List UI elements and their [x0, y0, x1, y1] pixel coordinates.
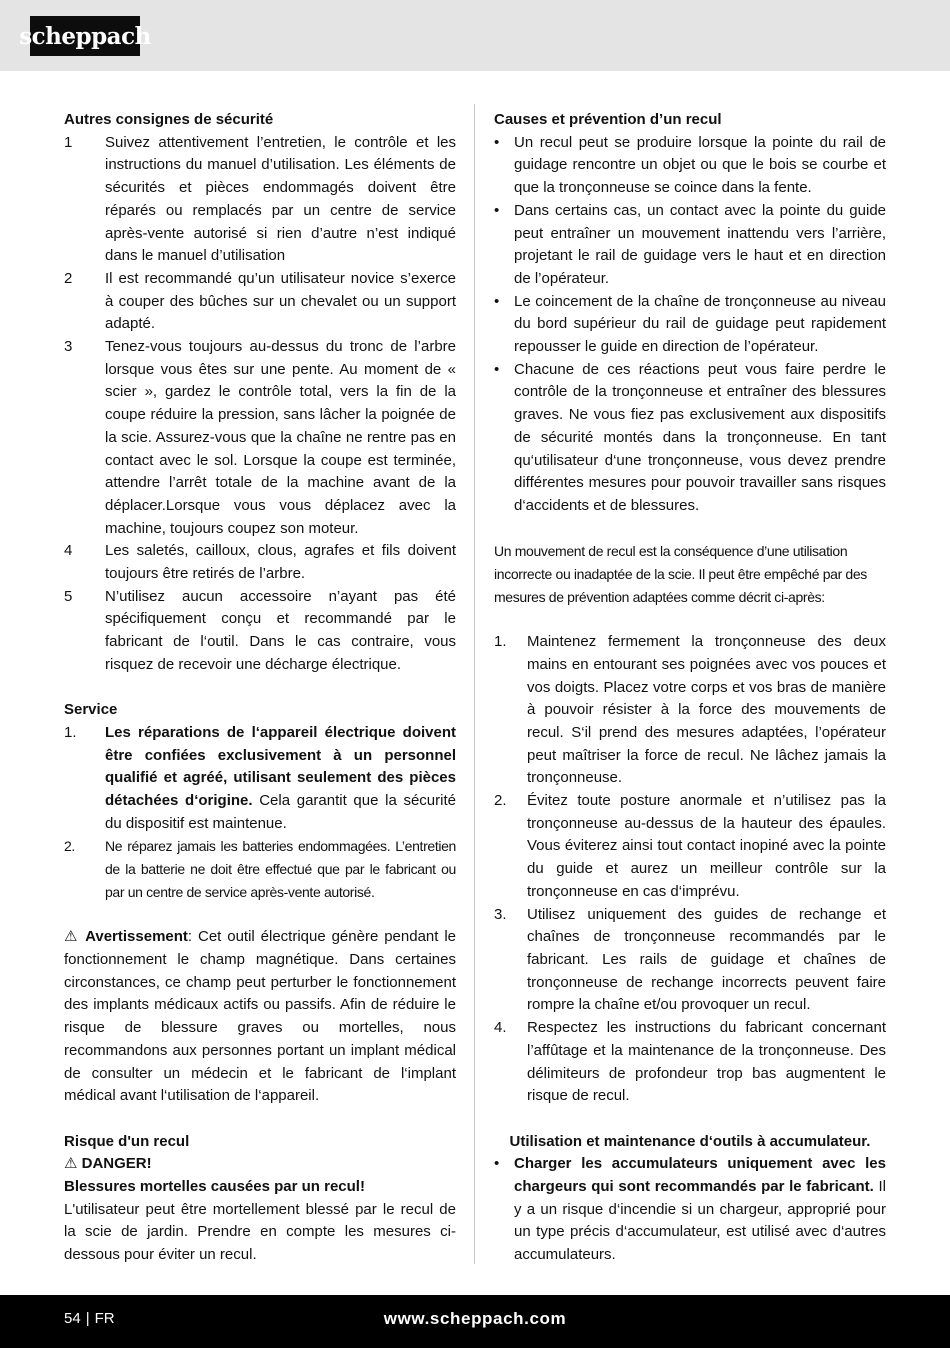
left-column — [64, 109, 456, 1267]
website-link[interactable]: www.scheppach.com — [383, 1309, 567, 1328]
section-title-service: Service — [64, 701, 118, 719]
bullet-icon: • — [494, 292, 500, 310]
section-title-causes: Causes et prévention d’un recul — [494, 111, 722, 128]
column-divider — [474, 104, 475, 1264]
section-title-battery: Utilisation et maintenance d‘outils à accumulateur. — [509, 1132, 871, 1150]
page-number: 54 | FR — [64, 1310, 115, 1327]
bullet-icon: • — [494, 133, 500, 151]
header-bar — [0, 0, 950, 71]
list-item: 5 N’utilisez aucun accessoire n’ayant pas été spécifiquement conçu et recommandé par le fabricant de l‘outil. Dans le cas contraire, vous risquez de recevoir une décharge électrique. — [64, 587, 456, 673]
danger-subtitle: Blessures mortelles causées par un recul! — [64, 1178, 365, 1195]
bullet-item: • Un recul peut se produire lorsque la pointe du rail de guidage rencontre un objet ou que le bois se courbe et que la tronçonneuse se coince dans la fente. — [494, 132, 886, 200]
numbered-item: 2. Évitez toute posture anormale et n’utilisez pas la tronçonneuse au-dessus de la hauteur des épaules. Vous éviterez ainsi tout contact inopiné avec la pointe du guide et aurez un meilleur contrôle sur la tronçonneuse en cas d‘imprévu. — [494, 792, 886, 900]
warning-icon: ⚠ — [64, 928, 80, 946]
danger-icon: ⚠ — [64, 1155, 78, 1173]
numbered-item: 3. Utilisez uniquement des guides de rechange et chaînes de tronçonneuse recommandés par le fabricant. Les rails de guidage et chaînes de tronçonneuse de rechange incorrects peuvent faire rompre la chaîne et/ou provoquer un recul. — [494, 905, 886, 1014]
bullet-item: • Le coincement de la chaîne de tronçonneuse au niveau du bord supérieur du rail de guidage peut rapidement repousser le guide en direction de l’opérateur. — [494, 291, 886, 359]
list-item: 4 Les saletés, cailloux, clous, agrafes et fils doivent toujours être retirés de l’arbre. — [64, 542, 456, 583]
list-item: 1 Suivez attentivement l’entretien, le contrôle et les instructions du manuel d’utilisation. Les éléments de sécurités et pièces endommagés doivent être réparés ou remplacés par un centre de service après-vente autorisé si rien d’autre n’est indiqué dans le manuel d’utilisation — [64, 133, 456, 265]
numbered-item: 4. Respectez les instructions du fabricant concernant l’affûtage et la maintenance de la tronçonneuse. Des délimiteurs de profondeur trop bas augmentent le risque de recul. — [494, 1019, 886, 1105]
danger-label: ⚠ DANGER! — [64, 1155, 152, 1173]
list-item: 2. Ne réparez jamais les batteries endommagées. L’entretien de la batterie ne doit être effectué que par le fabricant ou par un centre de service après-vente autorisé. — [64, 838, 456, 900]
kickback-paragraph: L'utilisateur peut être mortellement blessé par le recul de la scie de jardin. Prendre en compte les mesures ci-dessous pour éviter un recul. — [64, 1200, 456, 1264]
bullet-item: • Charger les accumulateurs uniquement avec les chargeurs qui sont recommandés par le fabricant. Il y a un risque d‘incendie si un chargeur, approprié pour un type précis d‘accumulateur, est utilisé avec d‘autres accumulateurs. — [494, 1153, 886, 1267]
section-title-kickback: Risque d'un recul — [64, 1132, 190, 1150]
list-item: 1. Les réparations de l‘appareil électrique doivent être confiées exclusivement à un personnel qualifié et agréé, utilisant seulement des pièces détachées d‘origine. Cela garantit que la sécurité du dispositif est maintenue. — [64, 723, 456, 832]
list-item: 3 Tenez-vous toujours au-dessus du tronc de l’arbre lorsque vous êtes sur une pente. Au moment de « scier », gardez le contrôle total, vers la fin de la coupe réduire la pression, sans lâcher la poignée de la scie. Assurez-vous que la chaîne ne rentre pas en contact avec le sol. Lorsque la coupe est terminée, attendre l’arrêt totale de la machine avant de la déplacer.Lorsque vous vous déplacez avec la machine, toujours coupez son moteur. — [64, 338, 456, 537]
list-item: 2 Il est recommandé qu’un utilisateur novice s’exerce à couper des bûches sur un chevalet ou un support adapté. — [64, 269, 456, 333]
numbered-item: 1. Maintenez fermement la tronçonneuse des deux mains en entourant ses poignées avec vos pouces et vos doigts. Placez votre corps et vos bras de manière à pouvoir résister à la force des mouvements de recul. S‘il prend des mesures adaptées, l’opérateur peut maîtriser la force de recul. Ne lâchez jamais la tronçonneuse. — [494, 633, 886, 787]
bullet-icon: • — [494, 1155, 500, 1173]
warning-paragraph: ⚠ Avertissement: Cet outil électrique génère pendant le fonctionnement le champ magnétique. Dans certaines circonstances, ce champ peut perturber le fonctionnement des implants médicaux actifs ou passifs. Afin de réduire le risque de blessure graves ou mortelles, nous recommandons aux personnes portant un implant médical de consulter un médecin et le fabricant de l‘implant médical avant l‘utilisation de l‘appareil. — [64, 928, 456, 1105]
section-title-safety: Autres consignes de sécurité — [64, 111, 274, 128]
right-column — [494, 109, 886, 1267]
recoil-paragraph: Un mouvement de recul est la conséquence d’une utilisation incorrecte ou inadaptée de la scie. Il peut être empêché par des mesures de prévention adaptées comme décrit ci-après: — [494, 543, 867, 605]
bullet-icon: • — [494, 360, 500, 378]
bullet-icon: • — [494, 201, 500, 219]
bullet-item: • Chacune de ces réactions peut vous faire perdre le contrôle de la tronçonneuse et entraîner des blessures graves. Ne vous fiez pas exclusivement aux dispositifs de sécurité montés dans la tronçonneuse. En tant qu‘utilisateur d‘une tronçonneuse, vous devez prendre différentes mesures pour pouvoir travailler sans risques d‘accidents et de blessures. — [494, 359, 886, 518]
brand-logo: scheppach — [30, 16, 140, 56]
bullet-item: • Dans certains cas, un contact avec la pointe du guide peut entraîner un mouvement inattendu vers l’arrière, projetant le rail de guidage vers le haut et en direction de l’opérateur. — [494, 200, 886, 291]
footer-bar — [0, 1295, 950, 1348]
